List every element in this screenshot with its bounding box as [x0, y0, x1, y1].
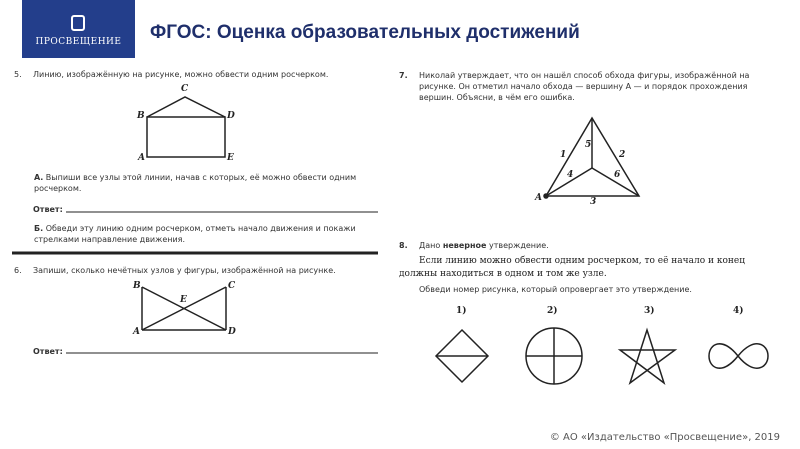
option-2-circle: [526, 328, 582, 384]
figure-house: [147, 97, 225, 157]
task8-statement: Если линию можно обвести одним росчерком, то её начало и конец должны находиться в одном и том же узле.: [399, 256, 745, 279]
task6-number: 6.: [14, 266, 22, 275]
option-4-label[interactable]: 4): [733, 306, 744, 316]
task8-instruction: Обведи номер рисунка, который опровергает это утверждение.: [419, 285, 692, 294]
option-4-infinity: [709, 344, 768, 368]
label-e: E: [180, 295, 187, 305]
answer-label-6: Ответ:: [33, 347, 63, 356]
task7-text: Николай утверждает, что он нашёл способ обхода фигуры, изображённой на рисунке. Он отметил начало обхода — вершину A — и порядок прохождения вершин. Объясни, в чём его ошибка.: [419, 71, 750, 102]
label-a: A: [138, 153, 145, 163]
task6-text: Запиши, сколько нечётных узлов у фигуры, изображённой на рисунке.: [33, 266, 336, 275]
intro-bold: неверное: [442, 241, 487, 250]
answer-label-5: Ответ:: [33, 205, 63, 214]
task5-part-a: [34, 172, 379, 194]
edge-3: 3: [590, 197, 597, 207]
part-b-label: Б.: [34, 224, 44, 233]
figure-bowtie: [142, 287, 226, 330]
label-b: B: [137, 111, 145, 121]
label-d: D: [227, 111, 235, 121]
option-3-star: [620, 330, 675, 383]
task5-text: Линию, изображённую на рисунке, можно обвести одним росчерком.: [33, 70, 329, 79]
edge-2: 2: [619, 150, 626, 160]
option-1-label[interactable]: 1): [456, 306, 467, 316]
label-c: C: [228, 281, 236, 291]
edge-6: 6: [614, 170, 621, 180]
part-a-label: А.: [34, 173, 44, 182]
option-1-diamond: [436, 330, 488, 382]
task5-part-b: [34, 223, 379, 245]
copyright-footer: © АО «Издательство «Просвещение», 2019: [549, 432, 780, 443]
option-3-label[interactable]: 3): [644, 306, 655, 316]
edge-1: 1: [560, 150, 567, 160]
label-d: D: [228, 327, 236, 337]
part-b-text: Обведи эту линию одним росчерком, отметь начало движения и покажи стрелками направление движения.: [34, 224, 356, 244]
task7-number: 7.: [399, 71, 408, 80]
part-a-text: Выпиши все узлы этой линии, начав с которых, её можно обвести одним росчерком.: [34, 173, 357, 193]
label-a: A: [535, 193, 542, 203]
label-a: A: [133, 327, 140, 337]
task8-number: 8.: [399, 241, 408, 250]
intro-text: Дано: [419, 241, 443, 250]
slide-title: ФГОС: Оценка образовательных достижений: [150, 22, 580, 43]
label-e: E: [227, 153, 234, 163]
edge-4: 4: [567, 170, 574, 180]
logo-text: ПРОСВЕЩЕНИЕ: [35, 37, 122, 47]
option-2-label[interactable]: 2): [547, 306, 558, 316]
task8-intro: [419, 240, 549, 251]
label-c: C: [181, 84, 189, 94]
task5-number: 5.: [14, 70, 22, 79]
intro-text-end: утверждение.: [486, 241, 549, 250]
edge-5: 5: [585, 140, 592, 150]
label-b: B: [133, 281, 141, 291]
